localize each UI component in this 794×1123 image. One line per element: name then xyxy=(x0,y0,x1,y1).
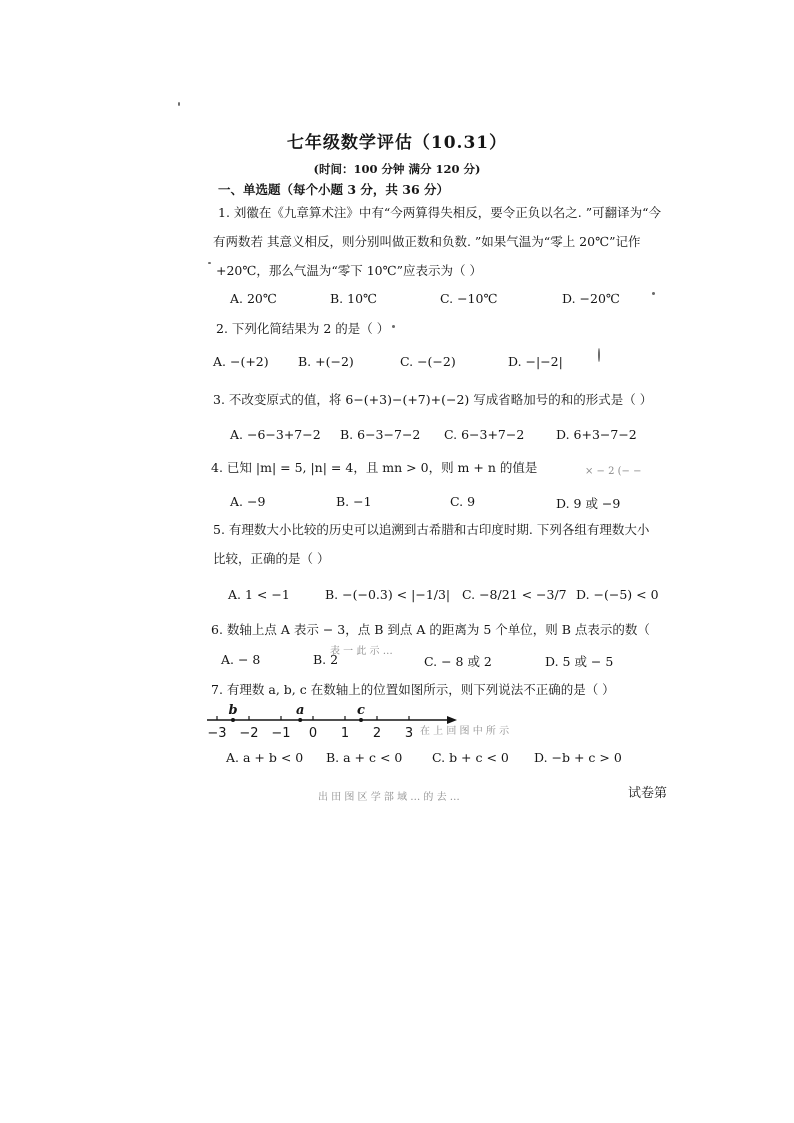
number-line-tick-label: −1 xyxy=(271,726,291,741)
question-5-line-2: 比较，正确的是（ ） xyxy=(213,551,330,566)
question-3-option-d: D. 6+3−7−2 xyxy=(556,427,637,442)
question-4-option-d: D. 9 或 −9 xyxy=(556,496,621,511)
question-6-stem: 6. 数轴上点 A 表示 − 3，点 B 到点 A 的距离为 5 个单位，则 B 点表示的数（ xyxy=(211,622,650,637)
question-6-option-c: C. − 8 或 2 xyxy=(424,654,492,669)
question-4-option-c: C. 9 xyxy=(450,494,476,509)
number-line-point-label-b: b xyxy=(228,703,238,718)
bleed-through-text: 在 上 回 图 中 所 示 xyxy=(420,726,510,737)
question-2-option-d: D. −|−2| xyxy=(508,354,563,369)
question-1-line-3: +20℃，那么气温为“零下 10℃”应表示为（ ） xyxy=(216,263,482,278)
question-4-option-a: A. −9 xyxy=(230,494,266,509)
question-3-option-a: A. −6−3+7−2 xyxy=(230,427,321,442)
number-line-tick-label: 0 xyxy=(308,726,318,741)
question-4-stem: 4. 已知 |m| = 5, |n| = 4，且 mn > 0，则 m + n 的值是 xyxy=(211,460,538,475)
question-1-option-c: C. −10℃ xyxy=(440,291,498,306)
number-line-tick-label: −3 xyxy=(207,726,227,741)
question-5-option-b: B. −(−0.3) < |−1/3| xyxy=(325,587,451,602)
question-6-option-d: D. 5 或 − 5 xyxy=(545,654,614,669)
question-7-stem: 7. 有理数 a, b, c 在数轴上的位置如图所示，则下列说法不正确的是（ ） xyxy=(211,682,615,697)
number-line-tick-label: 3 xyxy=(404,726,414,741)
question-6-option-b: B. 2 xyxy=(313,652,339,667)
question-2-option-b: B. +(−2) xyxy=(298,354,354,369)
scan-speck xyxy=(178,102,180,106)
question-7-option-a: A. a + b < 0 xyxy=(226,750,304,765)
question-3-option-b: B. 6−3−7−2 xyxy=(340,427,421,442)
bleed-through-text: 表 一 此 示 … xyxy=(330,646,393,657)
question-2-option-a: A. −(+2) xyxy=(213,354,269,369)
question-1-option-a: A. 20℃ xyxy=(230,291,277,306)
question-2-stem: 2. 下列化简结果为 2 的是（ ） xyxy=(216,321,390,336)
question-1-option-b: B. 10℃ xyxy=(330,291,378,306)
question-1-line-1: 1. 刘徽在《九章算术注》中有“今两算得失相反，要令正负以名之. ”可翻译为“今 xyxy=(218,205,662,220)
question-5-option-a: A. 1 < −1 xyxy=(228,587,290,602)
question-1-line-2: 有两数若 其意义相反，则分别叫做正数和负数. ”如果气温为“零上 20℃”记作 xyxy=(213,234,641,249)
number-line-point-a xyxy=(298,718,302,722)
question-5-line-1: 5. 有理数大小比较的历史可以追溯到古希腊和古印度时期. 下列各组有理数大小 xyxy=(213,522,650,537)
question-3-stem: 3. 不改变原式的值，将 6−(+3)−(+7)+(−2) 写成省略加号的和的形式是（ ） xyxy=(213,392,653,407)
question-7-option-c: C. b + c < 0 xyxy=(432,750,509,765)
exam-title: 七年级数学评估（10.31） xyxy=(286,133,508,153)
question-3-option-c: C. 6−3+7−2 xyxy=(444,427,525,442)
question-7-option-d: D. −b + c > 0 xyxy=(534,750,622,765)
number-line-point-b xyxy=(231,718,235,722)
number-line-point-c xyxy=(359,718,363,722)
exam-subtitle: (时间：100 分钟 满分 120 分) xyxy=(313,162,481,176)
question-1-option-d: D. −20℃ xyxy=(562,291,620,306)
bleed-through-text: 出 田 图 区 学 部 域 … 的 去 … xyxy=(318,792,460,803)
question-5-option-d: D. −(−5) < 0 xyxy=(576,587,659,602)
page-footer: 试卷第 xyxy=(628,786,668,801)
question-7-option-b: B. a + c < 0 xyxy=(326,750,403,765)
number-line-point-label-c: c xyxy=(357,703,365,718)
scan-speck xyxy=(598,348,600,362)
number-line-point-label-a: a xyxy=(295,703,305,718)
number-line-tick-label: −2 xyxy=(239,726,259,741)
question-6-option-a: A. − 8 xyxy=(221,652,261,667)
scan-speck xyxy=(208,262,211,264)
number-line-tick-label: 1 xyxy=(340,726,350,741)
section-heading: 一、单选题（每个小题 3 分，共 36 分） xyxy=(218,182,450,197)
number-line-tick-label: 2 xyxy=(372,726,382,741)
question-2-option-c: C. −(−2) xyxy=(400,354,456,369)
bleed-through-text: × − 2 (− − xyxy=(585,466,642,477)
scan-speck xyxy=(392,325,395,328)
question-4-option-b: B. −1 xyxy=(336,494,372,509)
question-5-option-c: C. −8/21 < −3/7 xyxy=(462,587,567,602)
scan-speck xyxy=(652,292,655,295)
